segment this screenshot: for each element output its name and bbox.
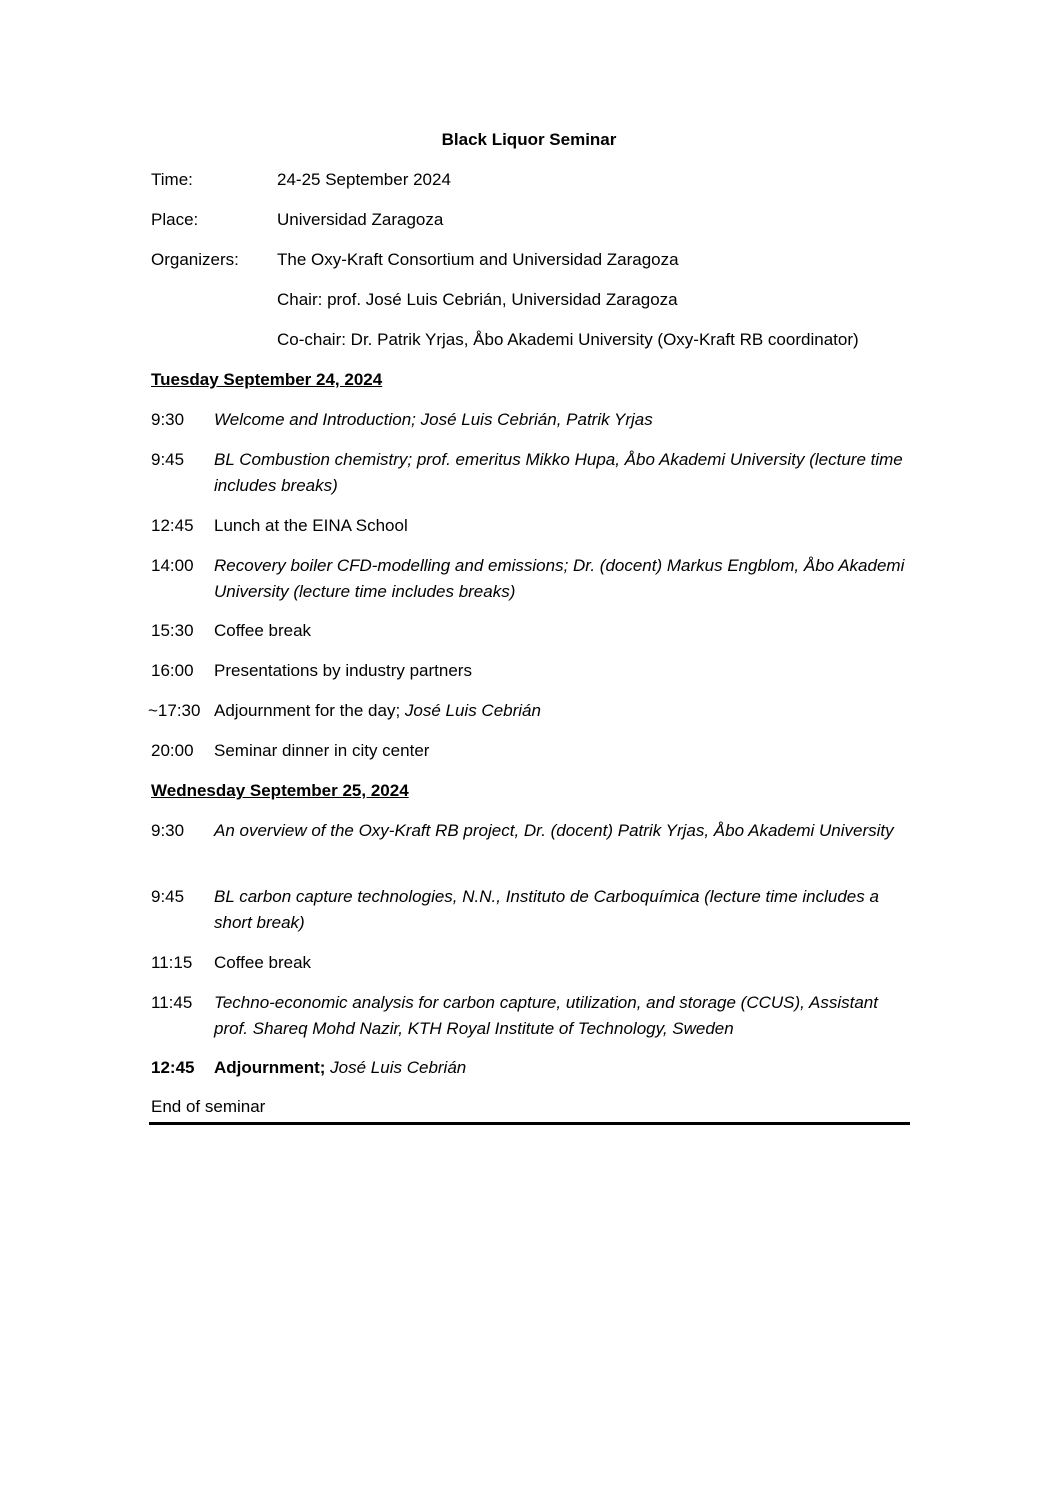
entry-time: 16:00 — [151, 661, 194, 680]
entry-time: 20:00 — [151, 741, 194, 760]
day-heading-wednesday: Wednesday September 25, 2024 — [151, 781, 409, 800]
entry-text-italic: José Luis Cebrián — [404, 701, 541, 720]
entry-text: Coffee break — [214, 953, 312, 972]
schedule-entry — [151, 658, 911, 684]
entry-text — [214, 698, 911, 724]
entry-text-bold: Adjournment; — [214, 1058, 326, 1077]
entry-time: 9:30 — [151, 410, 185, 429]
entry-text: BL carbon capture technologies, N.N., Instituto de Carboquímica (lecture time includes a short break) — [214, 887, 879, 932]
schedule-entry — [151, 553, 911, 605]
info-label: Organizers: — [151, 250, 239, 269]
schedule-entry — [151, 513, 911, 539]
entry-text-regular: Adjournment for the day; — [214, 701, 405, 720]
page-title: Black Liquor Seminar — [441, 130, 617, 149]
schedule-entry — [151, 950, 911, 976]
end-divider — [149, 1122, 910, 1125]
entry-text: Coffee break — [214, 621, 312, 640]
entry-time: 9:30 — [151, 821, 185, 840]
entry-time: 14:00 — [151, 556, 194, 575]
entry-text: Lunch at the EINA School — [214, 516, 408, 535]
info-value: Co-chair: Dr. Patrik Yrjas, Åbo Akademi University (Oxy-Kraft RB coordinator) — [277, 330, 859, 349]
entry-text: Presentations by industry partners — [214, 661, 472, 680]
entry-text: An overview of the Oxy-Kraft RB project, Dr. (docent) Patrik Yrjas, Åbo Akademi University — [214, 821, 894, 840]
entry-text: Seminar dinner in city center — [214, 741, 430, 760]
entry-text: Techno-economic analysis for carbon capture, utilization, and storage (CCUS), Assistant prof. Shareq Mohd Nazir, KTH Royal Institute of Technology, Sweden — [214, 993, 878, 1038]
info-row-chair — [151, 287, 911, 313]
entry-text: Recovery boiler CFD-modelling and emissions; Dr. (docent) Markus Engblom, Åbo Akademi University (lecture time includes breaks) — [214, 556, 905, 601]
schedule-entry — [148, 698, 911, 724]
entry-time: 12:45 — [151, 516, 194, 535]
schedule-entry — [151, 407, 911, 433]
entry-time: 11:45 — [151, 993, 193, 1012]
entry-text: BL Combustion chemistry; prof. emeritus Mikko Hupa, Åbo Akademi University (lecture time includes breaks) — [214, 450, 903, 495]
entry-time: 9:45 — [151, 887, 185, 906]
info-row-time — [151, 167, 911, 193]
schedule-entry — [151, 818, 911, 844]
info-row-place — [151, 207, 911, 233]
info-value: 24-25 September 2024 — [277, 170, 451, 189]
schedule-entry — [151, 990, 911, 1042]
entry-text: Welcome and Introduction; José Luis Cebrián, Patrik Yrjas — [214, 410, 653, 429]
schedule-entry — [151, 884, 911, 936]
entry-time: 15:30 — [151, 621, 194, 640]
day-heading-tuesday: Tuesday September 24, 2024 — [151, 370, 383, 389]
end-of-seminar-text: End of seminar — [151, 1097, 266, 1116]
entry-time: 11:15 — [151, 953, 193, 972]
info-value: Universidad Zaragoza — [277, 210, 444, 229]
entry-time: ~17:30 — [148, 701, 201, 720]
info-row-co-chair — [151, 327, 911, 353]
schedule-entry — [151, 1055, 911, 1081]
entry-time: 9:45 — [151, 450, 185, 469]
info-row-organizers — [151, 247, 911, 273]
schedule-entry — [151, 738, 911, 764]
info-value: Chair: prof. José Luis Cebrián, Universidad Zaragoza — [277, 290, 678, 309]
entry-text — [214, 1055, 911, 1081]
info-label: Place: — [151, 210, 199, 229]
entry-time: 12:45 — [151, 1058, 195, 1077]
entry-text-italic: José Luis Cebrián — [330, 1058, 467, 1077]
schedule-entry — [151, 618, 911, 644]
info-value: The Oxy-Kraft Consortium and Universidad Zaragoza — [277, 250, 679, 269]
schedule-entry — [151, 447, 911, 499]
info-label: Time: — [151, 170, 193, 189]
